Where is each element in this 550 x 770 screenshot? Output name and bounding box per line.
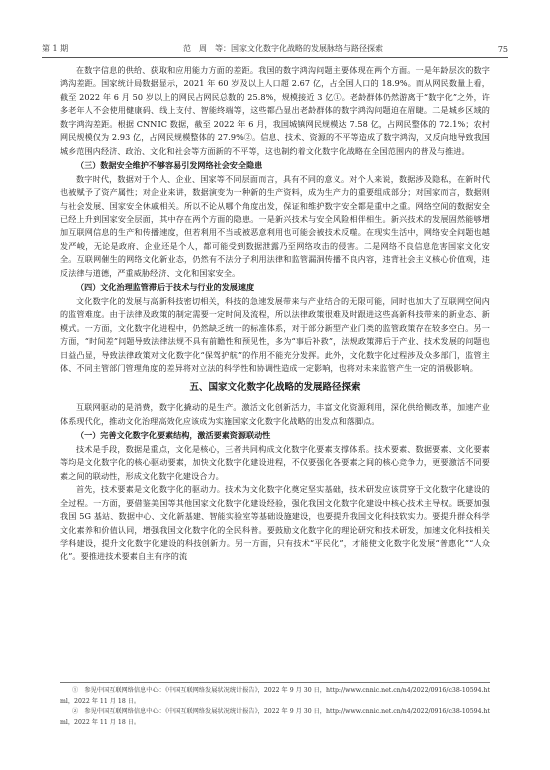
page-number: 75 [497,45,508,54]
paragraph-technology-factor: 首先，技术要素是文化数字化的驱动力。技术为文化数字化奠定坚实基础，技术研发应该贯穿于文化数字化建设的全过程。一方面，要借鉴美国等其他国家文化数字化建设经验，强化我国文化数字化建设中核心技术主导权。既要加强我国 5G 基站、数据中心、文化新基建、智能实验室等基础设施建设，也要提升我国文化科技软实力。要提升群众科学文化素养和价值认同，增强我国文化数字化的全民科普。要鼓励文化数字化的理论研究和技术研发，加速文化科技相关学科建设，提升文化数字化建设的科技创新力。另一方面，只有技术“平民化”，才能使文化数字化发展“普惠化”“人众化”。要推进技术要素自主有序的流 [60,484,490,562]
running-header [42,38,508,54]
article-body [60,64,490,564]
footnote-divider [60,682,490,683]
paragraph-digital-divide: 在数字信息的供给、获取和应用能力方面的差距。我国的数字鸿沟问题主要体现在两个方面。一是年龄层次的数字鸿沟差距。国家统计局数据显示，2021 年 60 岁及以上人口超 2.67 亿，占全国人口的 18.9%。而从网民数量上看，截至 2022 年 6 月 50 岁以上的网民占网民总数的 25.8%，规模接近 3 亿①。老龄群体仍然游离于“数字化”之外，许多老年人不会使用健康码、线上支付、智能终端等，这些都凸显出老龄群体的数字鸿沟问题迫在眉睫。二是城乡区域的数字鸿沟差距。根据 CNNIC 数据，截至 2022 年 6 月，我国城镇网民规模达 7.58 亿，占网民整体的 72.1%；农村网民规模仅为 2.93 亿，占网民规模整体的 27.9%②。信息、技术、资源的不平等造成了数字鸿沟，又反向地导致我国城乡范围内经济、政治、文化和社会等方面新的不平等，这也制约着文化数字化战略在全国范围内的普及与推进。 [60,65,490,156]
subsection-heading-governance: （四）文化治理监管滞后于技术与行业的发展速度 [76,282,255,293]
issue-label: 第 1 期 [42,44,69,53]
subsection-heading-data-security: （三）数据安全维护不够容易引发网络社会安全隐患 [76,160,263,171]
paragraph-data-security: 数字时代，数据对于个人、企业、国家等不同层面而言，具有不同的意义。对个人来说，数据涉及隐私，在新时代也被赋予了资产属性；对企业来讲，数据演变为一种新的生产资料，成为生产力的重要组成部分；对国家而言，数据则与社会发展、国家安全休戚相关。所以不论从哪个角度出发，保证和维护数字安全都是重中之重。网络空间的数据安全已经上升到国家安全层面，其中存在两个方面的隐患。一是新兴技术与安全风险相伴相生。新兴技术的发展固然能够增加互联网信息的生产和传播速度，但若利用不当或被恶意利用也可能会被技术反噬。在现实生活中，网络安全问题也越发严峻，无论是政府、企业还是个人，都可能受到数据泄露乃至网络攻击的侵害。二是网络不良信息危害国家文化安全。互联网催生的网络文化新业态，仍然有不法分子利用法律和监管漏洞传播不良内容，违背社会主义核心价值观，违反法律与道德，严重威胁经济、文化和国家安全。 [60,173,490,278]
footnote-2: ② 参见中国互联网络信息中心：《中国互联网络发展状况统计报告》，2022 年 9 月 30 日，http://www.cnnic.net.cn/n4/2022/0916/c38-10594.html，2022 年 11 月 18 日。 [60,708,490,726]
header-divider [42,57,508,58]
running-title: 范 周 等：国家文化数字化战略的发展脉络与路径探索 [183,44,383,53]
paragraph-factor-structure: 技术是手段，数据是重点，文化是核心，三者共同构成文化数字化要素支撑体系。技术要素、数据要素、文化要素等均是文化数字化的核心驱动要素，加快文化数字化建设进程，不仅要强化各要素之间的核心竞争力，更要激活不同要素之间的联动性，形成文化数字化建设合力。 [60,443,490,481]
paragraph-section-intro: 互联网驱动的是消费，数字化撬动的是生产。激活文化创新活力，丰富文化资源利用，深化供给侧改革，加速产业体系现代化，推动文化治理高效化应该成为实施国家文化数字化战略的出发点和落脚点。 [60,402,490,426]
paragraph-governance: 文化数字化的发展与高新科技密切相关，科技的急速发展带来与产业结合的无限可能，同时也加大了互联网空间内的监管难度。由于法律及政策的制定需要一定时间及流程，所以法律政策很难及时跟进这些高新科技带来的新业态、新模式。一方面，文化数字化进程中，仍然缺乏统一的标准体系，对于部分新型产业门类的监管政策存在较多空白。另一方面，“时间差”问题导致法律法规不具有前瞻性和预见性，多为“事后补救”，法规政策滞后于产业、技术发展的问题也日益凸显，导致法律政策对文化数字化“保驾护航”的作用不能充分发挥。此外，文化数字化过程涉及众多部门，监管主体、不同主管部门管理角度的差异将对立法的科学性和协调性造成一定影响，也将对未来监管产生一定的消极影响。 [60,295,490,373]
section-heading-path-exploration: 五、国家文化数字化战略的发展路径探索 [189,382,361,394]
footnote-1: ① 参见中国互联网络信息中心：《中国互联网络发展状况统计报告》，2022 年 9 月 30 日，http://www.cnnic.net.cn/n4/2022/0916/c38-10594.html，2022 年 11 月 18 日。 [60,687,490,705]
footnotes [60,686,490,728]
subsection-heading-factor-structure: （一）完善文化数字化要素结构，激活要素资源联动性 [76,430,271,441]
